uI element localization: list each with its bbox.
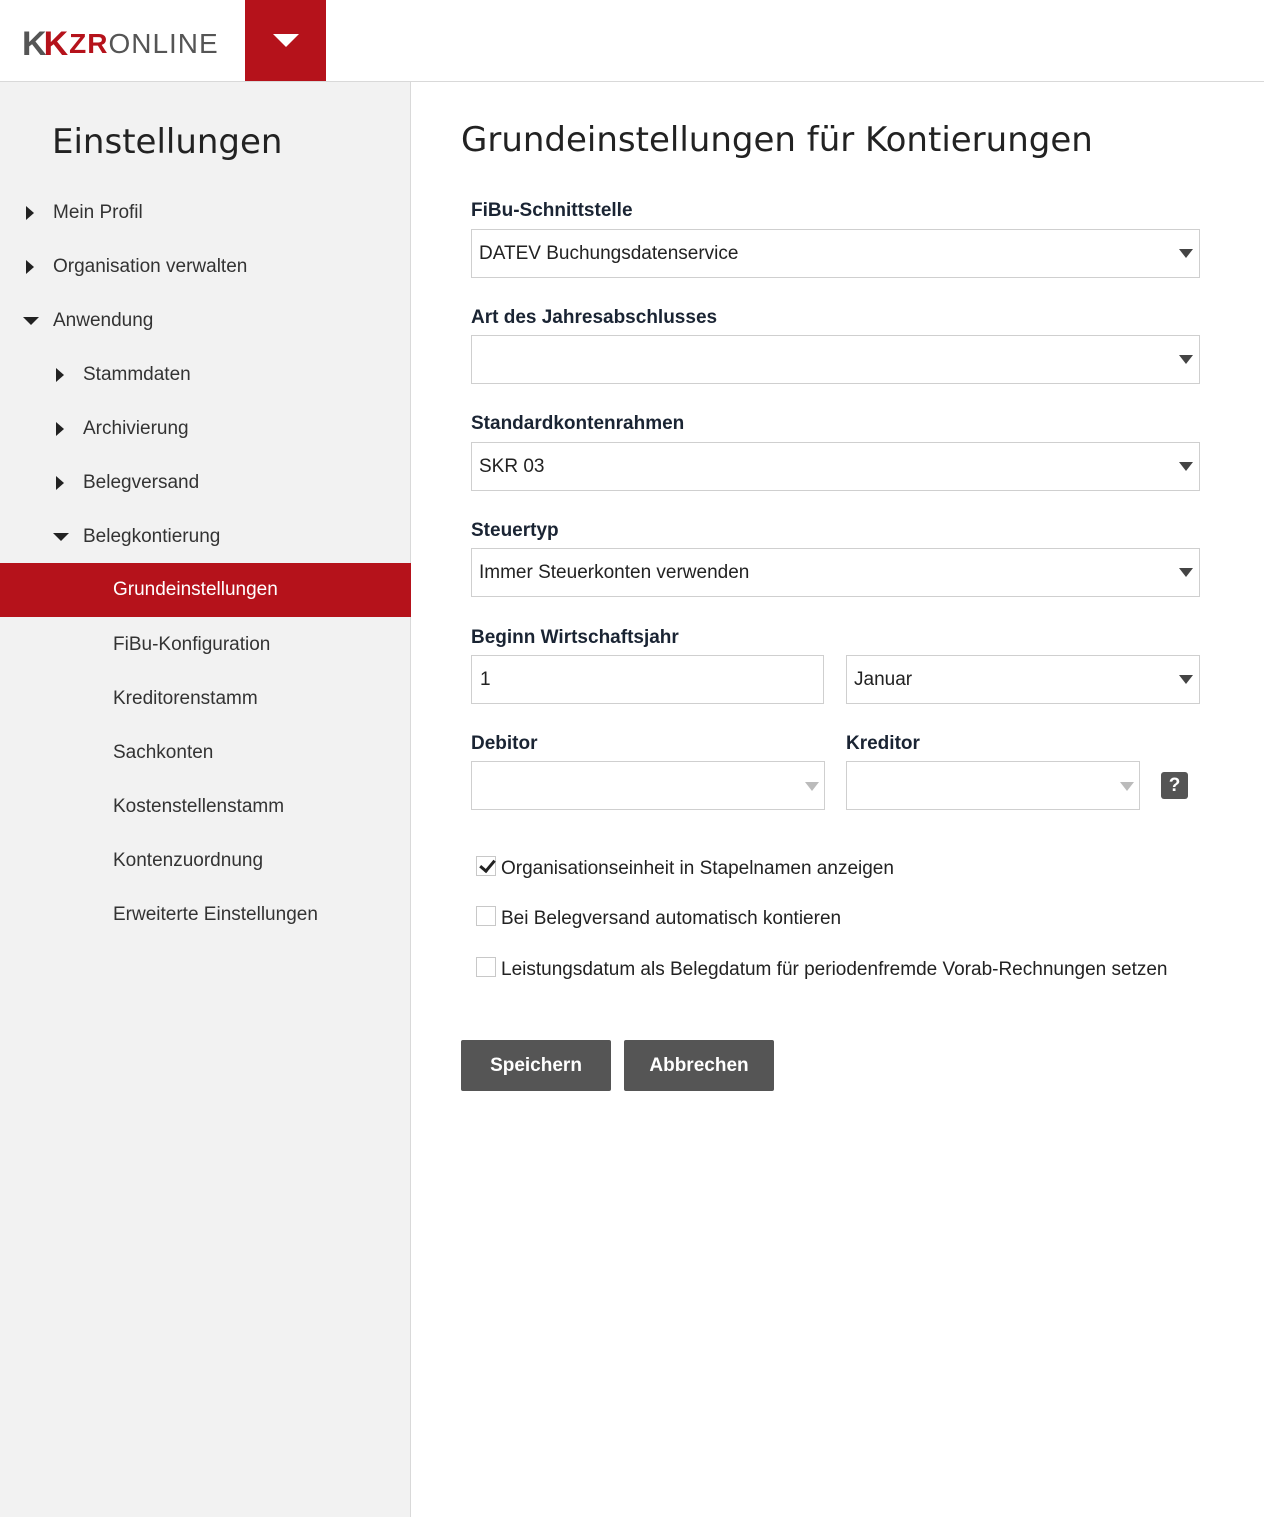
sidebar-item-label: Kontenzuordnung	[113, 850, 264, 871]
checkbox-label: Organisationseinheit in Stapelnamen anzeigen	[501, 858, 894, 879]
kkzr-online-logo[interactable]	[22, 26, 219, 62]
sidebar-item-anwendung[interactable]	[0, 294, 411, 348]
checkbox-checked-icon[interactable]	[476, 856, 496, 876]
help-icon[interactable]: ?	[1161, 772, 1188, 799]
debitor-label: Debitor	[471, 733, 538, 754]
sidebar-item-fibu-konfiguration[interactable]	[0, 618, 411, 672]
select-value: Januar	[854, 668, 913, 690]
sidebar-item-belegkontierung[interactable]	[0, 510, 411, 564]
sidebar-item-label: Mein Profil	[53, 202, 143, 223]
checkbox-icon[interactable]	[476, 957, 496, 977]
debitor-select[interactable]	[471, 761, 825, 810]
cancel-button[interactable]: Abbrechen	[624, 1040, 774, 1091]
sidebar-item-label: Archivierung	[83, 418, 189, 439]
main-content	[412, 82, 1264, 1517]
checkbox-organisationseinheit[interactable]	[476, 858, 894, 880]
sidebar-item-label: Kostenstellenstamm	[113, 796, 285, 817]
steuertyp-label: Steuertyp	[471, 520, 559, 541]
fibu-schnittstelle-label: FiBu-Schnittstelle	[471, 200, 633, 221]
checkbox-label: Leistungsdatum als Belegdatum für periodenfremde Vorab-Rechnungen setzen	[501, 959, 1168, 980]
logo-zr: ZR	[69, 28, 109, 59]
caret-right-icon	[26, 260, 34, 274]
sidebar-item-label: Stammdaten	[83, 364, 191, 385]
sidebar-item-label: Organisation verwalten	[53, 256, 248, 277]
select-value: SKR 03	[479, 455, 545, 477]
caret-down-icon	[1179, 355, 1193, 364]
jahresabschluss-select[interactable]	[471, 335, 1200, 384]
sidebar-item-kostenstellenstamm[interactable]	[0, 780, 411, 834]
sidebar-item-label: Grundeinstellungen	[113, 579, 278, 600]
standardkontenrahmen-select[interactable]	[471, 442, 1200, 491]
kreditor-label: Kreditor	[846, 733, 920, 754]
chevron-down-icon	[273, 34, 299, 47]
wirtschaftsjahr-month-select[interactable]	[846, 655, 1200, 704]
sidebar-item-label: Kreditorenstamm	[113, 688, 258, 709]
checkbox-automatisch-kontieren[interactable]	[476, 908, 841, 930]
sidebar-item-sachkonten[interactable]	[0, 726, 411, 780]
jahresabschluss-label: Art des Jahresabschlusses	[471, 307, 718, 328]
sidebar-item-label: Erweiterte Einstellungen	[113, 904, 318, 925]
caret-right-icon	[26, 206, 34, 220]
input-value: 1	[480, 668, 491, 690]
checkbox-leistungsdatum[interactable]	[476, 959, 1167, 981]
sidebar-item-mein-profil[interactable]	[0, 186, 411, 240]
sidebar-item-archivierung[interactable]	[0, 402, 411, 456]
save-button[interactable]: Speichern	[461, 1040, 611, 1091]
sidebar-title: Einstellungen	[52, 122, 283, 162]
caret-right-icon	[56, 422, 64, 436]
sidebar-item-label: Belegkontierung	[83, 526, 221, 547]
caret-down-icon	[53, 533, 69, 541]
page-title: Grundeinstellungen für Kontierungen	[461, 120, 1093, 160]
sidebar-item-belegversand[interactable]	[0, 456, 411, 510]
select-value: Immer Steuerkonten verwenden	[479, 561, 750, 583]
sidebar-item-kreditorenstamm[interactable]	[0, 672, 411, 726]
caret-down-icon	[1120, 782, 1134, 791]
sidebar-item-label: FiBu-Konfiguration	[113, 634, 271, 655]
caret-down-icon	[23, 317, 39, 325]
sidebar-item-label: Anwendung	[53, 310, 154, 331]
standardkontenrahmen-label: Standardkontenrahmen	[471, 413, 685, 434]
sidebar-item-erweiterte-einstellungen[interactable]	[0, 888, 411, 942]
sidebar-item-grundeinstellungen[interactable]	[0, 563, 411, 617]
sidebar-item-kontenzuordnung[interactable]	[0, 834, 411, 888]
sidebar-item-stammdaten[interactable]	[0, 348, 411, 402]
logo-kk: KK	[22, 24, 66, 63]
beginn-wirtschaftsjahr-label: Beginn Wirtschaftsjahr	[471, 627, 679, 648]
checkbox-icon[interactable]	[476, 906, 496, 926]
sidebar-item-label: Sachkonten	[113, 742, 214, 763]
caret-right-icon	[56, 368, 64, 382]
checkbox-label: Bei Belegversand automatisch kontieren	[501, 908, 842, 929]
kreditor-select[interactable]	[846, 761, 1140, 810]
wirtschaftsjahr-day-input[interactable]	[471, 655, 824, 704]
caret-down-icon	[1179, 675, 1193, 684]
sidebar-item-organisation-verwalten[interactable]	[0, 240, 411, 294]
fibu-schnittstelle-select[interactable]	[471, 229, 1200, 278]
main-menu-dropdown-button[interactable]	[245, 0, 326, 81]
select-value: DATEV Buchungsdatenservice	[479, 242, 739, 264]
caret-right-icon	[56, 476, 64, 490]
caret-down-icon	[1179, 249, 1193, 258]
caret-down-icon	[1179, 568, 1193, 577]
sidebar-item-label: Belegversand	[83, 472, 200, 493]
logo-online: ONLINE	[108, 28, 219, 59]
top-bar	[0, 0, 1264, 82]
caret-down-icon	[805, 782, 819, 791]
caret-down-icon	[1179, 462, 1193, 471]
steuertyp-select[interactable]	[471, 548, 1200, 597]
settings-sidebar	[0, 82, 411, 1517]
